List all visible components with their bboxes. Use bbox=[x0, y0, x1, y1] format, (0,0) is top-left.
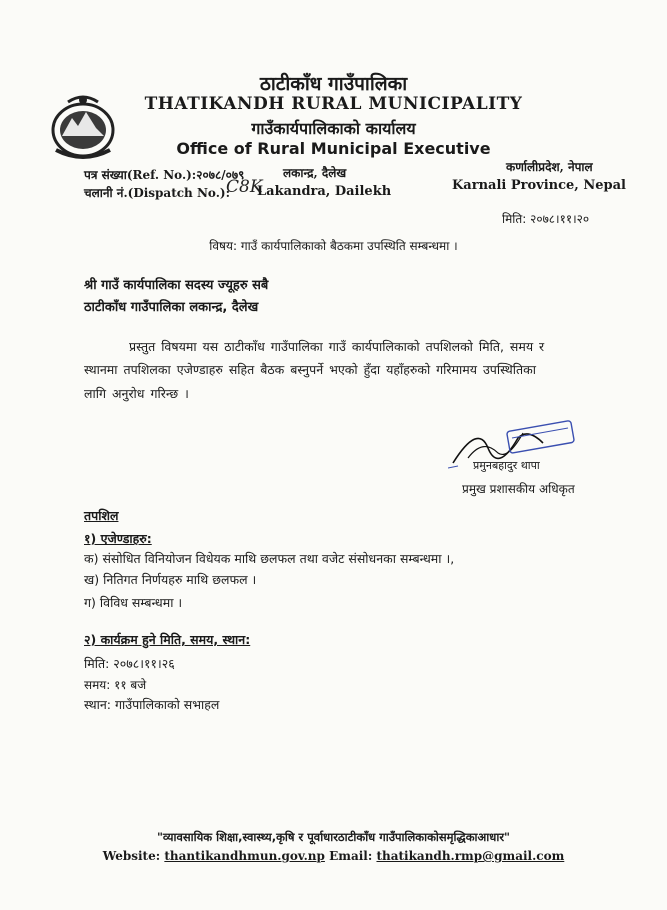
schedule-title: तपशिल bbox=[84, 508, 119, 523]
body-line-1: प्रस्तुत विषयमा यस ठाटीकाँध गाउँपालिका गाउँ कार्यपालिकाको तपशिलको मिति, समय र bbox=[129, 339, 545, 354]
signatory-name: प्रमुनबहादुर थापा bbox=[473, 459, 540, 472]
dispatch-number-handwritten: C8K bbox=[226, 177, 263, 197]
meeting-date: मिति: २०७८।११।२६ bbox=[84, 656, 175, 671]
dispatch-place: Lakandra, Dailekh bbox=[257, 184, 392, 199]
footer-contact bbox=[0, 849, 667, 863]
meeting-heading: २) कार्यक्रम हुने मिति, समय, स्थान: bbox=[84, 632, 251, 647]
website-label: Website: bbox=[102, 849, 161, 863]
meeting-time: समय: ११ बजे bbox=[84, 678, 147, 692]
office-name-np: गाउँकार्यपालिकाको कार्यालय bbox=[251, 119, 416, 138]
province-en: Karnali Province, Nepal bbox=[452, 178, 626, 193]
letter-subject: विषय: गाउँ कार्यपालिकाको बैठकमा उपस्थिति सम्बन्धमा । bbox=[209, 239, 458, 253]
reference-number: पत्र संख्या(Ref. No.):२०७८/०७९ bbox=[84, 168, 245, 182]
website-link[interactable]: thantikandhmun.gov.np bbox=[164, 849, 325, 863]
municipality-name-np: ठाटीकाँध गाउँपालिका bbox=[259, 73, 408, 95]
footer-motto: "व्यावसायिक शिक्षा,स्वास्थ्य,कृषि र पूर्वाधारठाटीकाँध गाउँपालिकाकोसमृद्धिकाआधार" bbox=[156, 830, 511, 844]
signatory-title: प्रमुख प्रशासकीय अधिकृत bbox=[462, 482, 575, 496]
meeting-place: स्थान: गाउँपालिकाको सभाहल bbox=[84, 697, 220, 712]
agenda-item: ग) विविध सम्बन्धमा । bbox=[84, 595, 183, 610]
municipality-name-en: THATIKANDH RURAL MUNICIPALITY bbox=[144, 94, 523, 114]
agenda-item: ख) नितिगत निर्णयहरु माथि छलफल । bbox=[84, 572, 257, 587]
agenda-item: क) संसोधित विनियोजन विधेयक माथि छलफल तथा वजेट संसोधनका सम्बन्धमा ।, bbox=[84, 551, 455, 566]
email-label: Email: bbox=[329, 849, 373, 863]
agenda-heading: १) एजेण्डाहरु: bbox=[84, 531, 152, 546]
body-line-2: स्थानमा तपशिलका एजेण्डाहरु सहित बैठक बस्नुपर्ने भएको हुँदा यहाँहरुको गरिमामय उपस्थितिका bbox=[84, 362, 536, 377]
recipient-line-1: श्री गाउँ कार्यपालिका सदस्य ज्यूहरु सबै bbox=[84, 278, 269, 293]
letter-date: मिति: २०७८।११।२० bbox=[502, 212, 590, 226]
place-np: लकान्द्र, दैलेख bbox=[283, 166, 347, 180]
province-np: कर्णालीप्रदेश, नेपाल bbox=[506, 160, 593, 174]
recipient-line-2: ठाटीकाँध गाउँपालिका लकान्द्र, दैलेख bbox=[84, 300, 259, 315]
body-line-3: लागि अनुरोध गरिन्छ । bbox=[84, 386, 189, 401]
dispatch-label: चलानी नं.(Dispatch No.): bbox=[84, 186, 231, 200]
office-name-en: Office of Rural Municipal Executive bbox=[176, 139, 491, 158]
email-link[interactable]: thatikandh.rmp@gmail.com bbox=[376, 849, 565, 863]
